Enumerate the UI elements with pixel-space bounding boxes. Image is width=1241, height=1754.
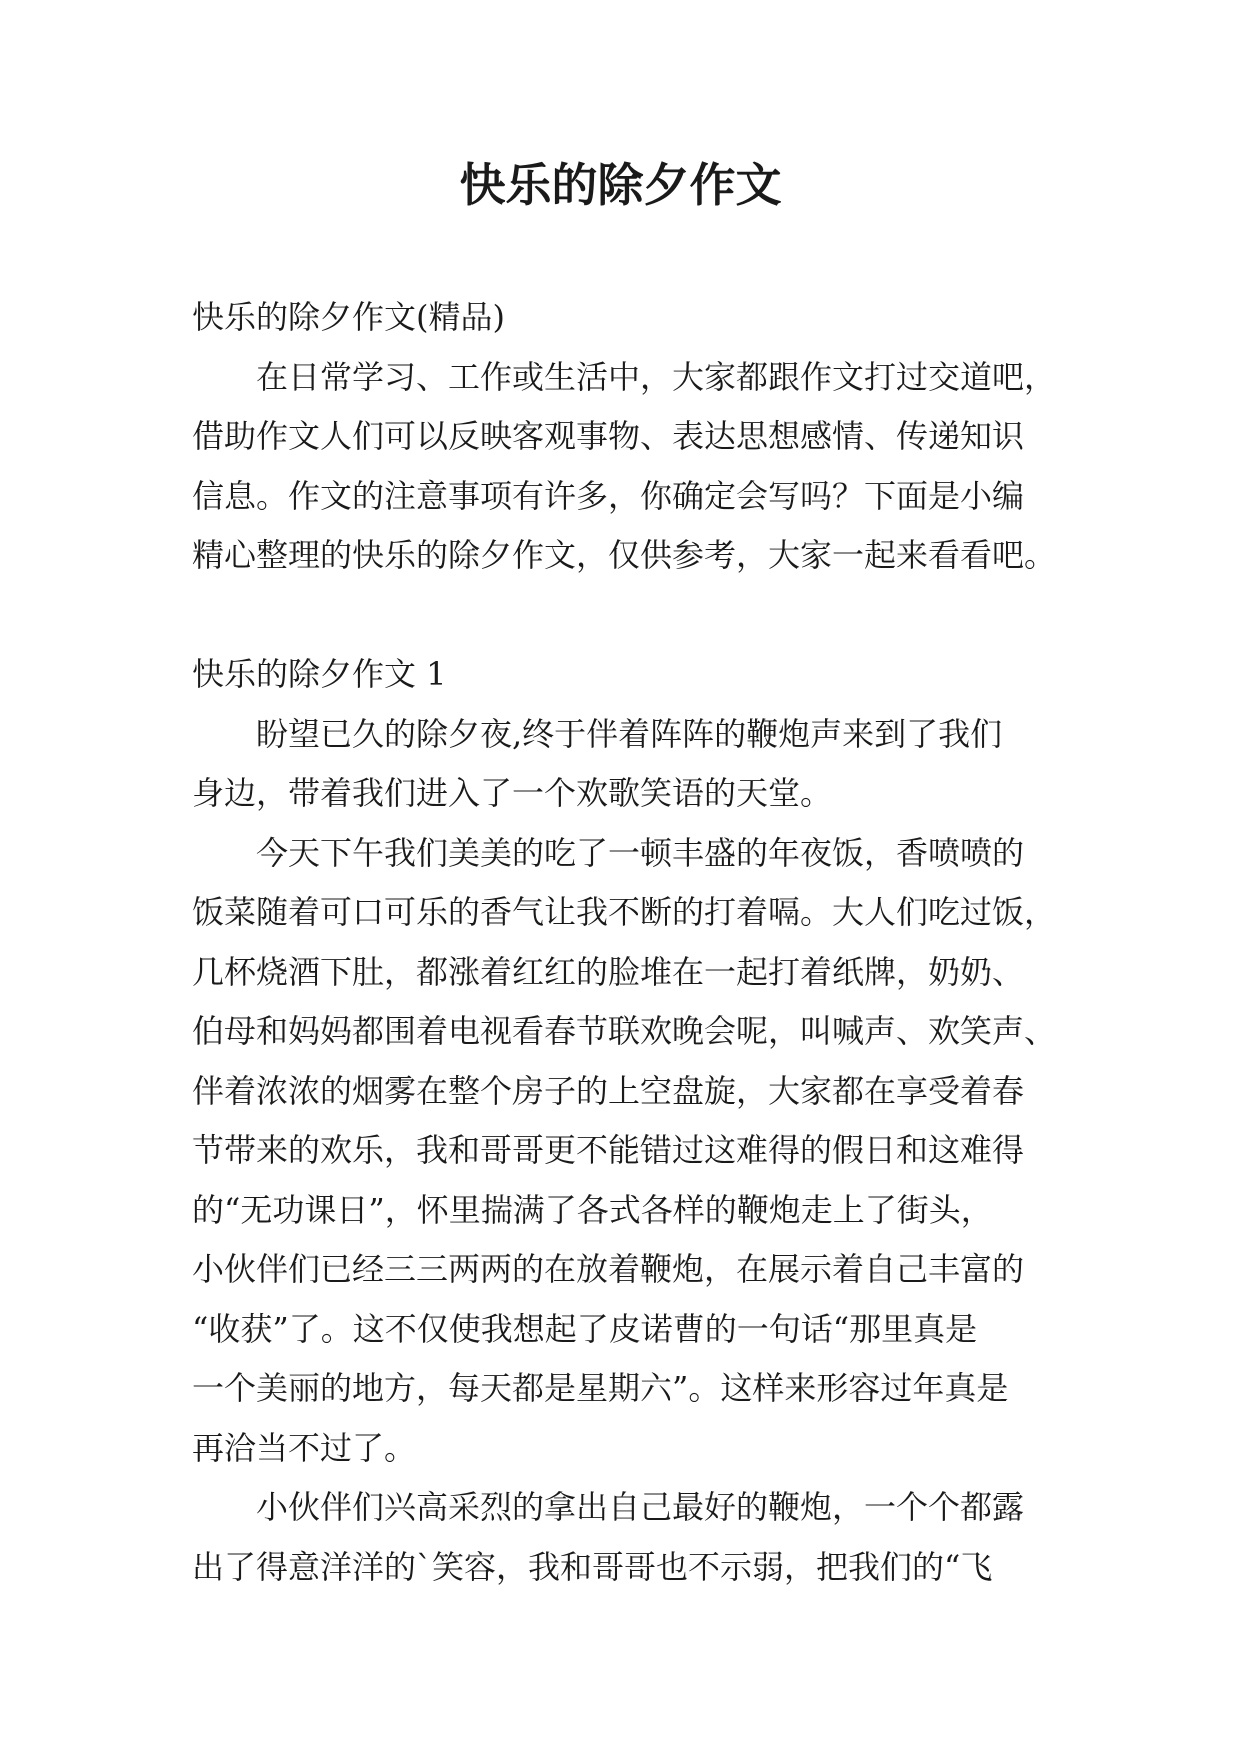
paragraph-3 (192, 1478, 1052, 1597)
paragraph-line: 身边，带着我们进入了一个欢歌笑语的天堂。 (192, 774, 833, 812)
paragraph-line: 节带来的欢乐，我和哥哥更不能错过这难得的假日和这难得 (192, 1131, 1025, 1169)
paragraph-line: 今天下午我们美美的吃了一顿丰盛的年夜饭，香喷喷的 (256, 833, 1025, 872)
paragraph-line: 的“无功课日”，怀里揣满了各式各样的鞭炮走上了街头， (192, 1190, 993, 1229)
paragraph-line: 几杯烧酒下肚，都涨着红红的脸堆在一起打着纸牌，奶奶、 (192, 952, 1025, 991)
intro-paragraph (192, 348, 1057, 586)
paragraph-line: 小伙伴们已经三三两两的在放着鞭炮，在展示着自己丰富的 (192, 1250, 1025, 1288)
paragraph-line: 伯母和妈妈都围着电视看春节联欢晚会呢，叫喊声、欢笑声、 (192, 1012, 1057, 1050)
paragraph-1 (192, 705, 1052, 824)
paragraph-line: “收获”了。这不仅使我想起了皮诺曹的一句话“那里真是 (192, 1309, 978, 1348)
paragraph-line: 精心整理的快乐的除夕作文，仅供参考，大家一起来看看吧。 (192, 536, 1057, 574)
paragraph-line: 出了得意洋洋的`笑容，我和哥哥也不示弱，把我们的“飞 (192, 1547, 993, 1586)
section-heading: 快乐的除夕作文 1 (192, 655, 447, 693)
blank-line (192, 586, 1052, 646)
document-title: 快乐的除夕作文 (459, 158, 782, 212)
paragraph-line: 伴着浓浓的烟雾在整个房子的上空盘旋，大家都在享受着春 (192, 1071, 1025, 1110)
paragraph-2 (192, 824, 1057, 1479)
paragraph-line: 在日常学习、工作或生活中，大家都跟作文打过交道吧， (256, 357, 1057, 396)
subtitle: 快乐的除夕作文(精品) (192, 298, 505, 336)
paragraph-line: 再洽当不过了。 (192, 1428, 417, 1467)
paragraph-line: 盼望已久的除夕夜,终于伴着阵阵的鞭炮声来到了我们 (256, 714, 1003, 753)
paragraph-line: 信息。作文的注意事项有许多，你确定会写吗？下面是小编 (192, 476, 1025, 515)
document-body (192, 288, 1057, 1597)
paragraph-line: 一个美丽的地方，每天都是星期六”。这样来形容过年真是 (192, 1369, 1009, 1407)
paragraph-line: 饭菜随着可口可乐的香气让我不断的打着嗝。大人们吃过饭， (192, 893, 1057, 931)
paragraph-line: 小伙伴们兴高采烈的拿出自己最好的鞭炮，一个个都露 (256, 1488, 1025, 1526)
paragraph-line: 借助作文人们可以反映客观事物、表达思想感情、传递知识 (192, 417, 1025, 455)
